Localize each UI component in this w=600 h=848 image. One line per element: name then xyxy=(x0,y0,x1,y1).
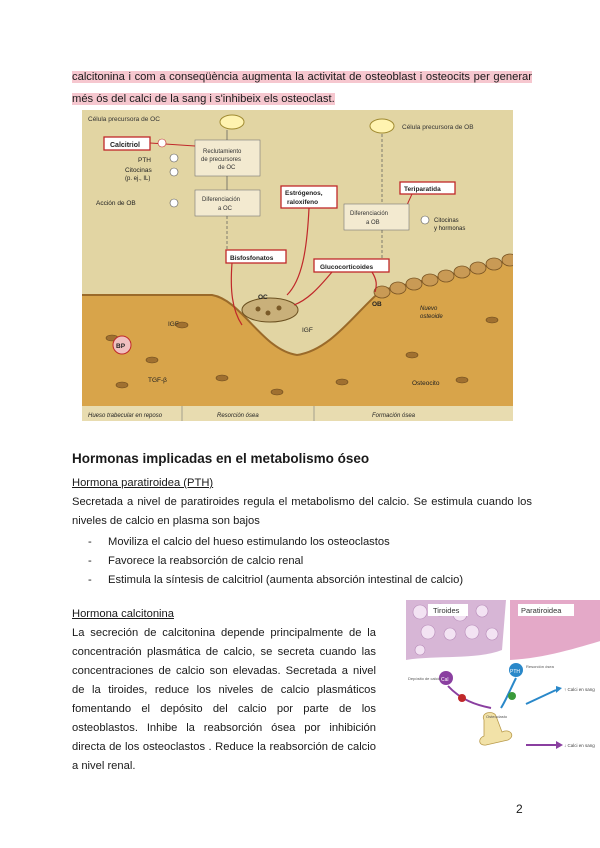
svg-text:de OC: de OC xyxy=(218,165,236,171)
svg-text:OC: OC xyxy=(258,294,268,301)
svg-text:osteoide: osteoide xyxy=(420,314,443,320)
svg-text:Cal: Cal xyxy=(441,677,449,683)
svg-text:OB: OB xyxy=(372,301,382,308)
svg-text:Formación ósea: Formación ósea xyxy=(372,413,416,419)
svg-text:TGF-β: TGF-β xyxy=(148,377,167,384)
svg-text:↑ Calci en sang: ↑ Calci en sang xyxy=(564,687,595,692)
svg-text:raloxifeno: raloxifeno xyxy=(287,199,319,206)
svg-text:(p. ej., IL): (p. ej., IL) xyxy=(125,176,151,182)
pth-heading: Hormona paratiroidea (PTH) xyxy=(72,477,214,489)
svg-text:BP: BP xyxy=(116,343,126,350)
svg-text:Célula precursora de OC: Célula precursora de OC xyxy=(88,116,160,123)
svg-text:Reclutamiento: Reclutamiento xyxy=(203,149,242,155)
svg-text:Resorción ósea: Resorción ósea xyxy=(217,413,259,419)
svg-text:Estrógenos,: Estrógenos, xyxy=(285,190,323,197)
svg-text:PTH: PTH xyxy=(138,157,151,164)
svg-text:Glucocorticoides: Glucocorticoides xyxy=(320,264,374,271)
svg-text:Hueso trabecular en reposo: Hueso trabecular en reposo xyxy=(88,413,163,419)
svg-text:Citocinas: Citocinas xyxy=(434,218,459,224)
list-item: - Estimula la síntesis de calcitriol (aumenta absorción intestinal de calcio) xyxy=(72,571,532,590)
list-item: - Favorece la reabsorción de calcio renal xyxy=(72,552,532,571)
svg-text:Resorción ósea: Resorción ósea xyxy=(526,664,554,669)
svg-text:Acción de OB: Acción de OB xyxy=(96,200,136,207)
svg-text:↓ Calci en sang: ↓ Calci en sang xyxy=(564,743,595,748)
thyroid-calcitonin-figure xyxy=(406,600,600,768)
svg-text:Tiroides: Tiroides xyxy=(433,606,460,615)
pth-section xyxy=(72,474,532,590)
osteoclast-cell xyxy=(242,298,298,322)
highlighted-text: calcitonina i com a conseqüència augmenta la activitat de osteoblast i osteocits per generar més ós del calci de la sang i s'inhibeix els osteoclast. xyxy=(72,71,532,105)
calcitonina-heading: Hormona calcitonina xyxy=(72,608,174,620)
bone-remodeling-figure xyxy=(82,110,513,421)
svg-text:Osteoclasto: Osteoclasto xyxy=(486,714,508,719)
svg-text:Diferenciación: Diferenciación xyxy=(202,197,241,203)
svg-text:Nuevo: Nuevo xyxy=(420,306,438,312)
calcitonina-section xyxy=(72,605,376,776)
continuation-paragraph xyxy=(72,66,532,110)
page-number: 2 xyxy=(516,802,523,816)
svg-text:Teriparatida: Teriparatida xyxy=(404,186,441,193)
svg-text:IGF: IGF xyxy=(302,327,313,334)
list-item: - Moviliza el calcio del hueso estimulando los osteoclastos xyxy=(72,533,532,552)
svg-text:Bisfosfonatos: Bisfosfonatos xyxy=(230,255,274,262)
svg-text:IGF: IGF xyxy=(168,321,179,328)
pth-text: Secretada a nivel de paratiroides regula el metabolismo del calcio. Se estimula cuando los niveles de calcio en plasma son bajos xyxy=(72,496,532,527)
pth-bullet-list xyxy=(72,533,532,590)
svg-text:Paratiroidea: Paratiroidea xyxy=(521,606,562,615)
svg-text:Citocinas: Citocinas xyxy=(125,167,152,174)
svg-text:Célula precursora de OB: Célula precursora de OB xyxy=(402,124,474,131)
svg-text:a OB: a OB xyxy=(366,220,380,226)
svg-text:a OC: a OC xyxy=(218,206,233,212)
svg-text:Depósito de calcio: Depósito de calcio xyxy=(408,676,441,681)
svg-text:de precursores: de precursores xyxy=(201,157,242,163)
svg-text:Calcitriol: Calcitriol xyxy=(110,142,140,149)
calcitonina-text: La secreción de calcitonina depende principalmente de la concentración plasmática de calcio, se secreta cuando las concentraciones de calcio son elevadas. Secretada a nivel de la tiroides, reduce los niveles de calcio plasmáticos fomentando el depósito del calcio por parte de los osteoblastos. Inhibe la reabsorción ósea por inhibición directa de los osteoclastos . Reduce la reabsorción de calcio a nivel renal. xyxy=(72,627,376,772)
section-title: Hormonas implicadas en el metabolismo óseo xyxy=(72,451,370,466)
svg-text:Osteocito: Osteocito xyxy=(412,380,440,387)
svg-text:PTH: PTH xyxy=(510,669,520,675)
svg-text:y hormonas: y hormonas xyxy=(434,226,466,232)
svg-text:Diferenciación: Diferenciación xyxy=(350,211,389,217)
